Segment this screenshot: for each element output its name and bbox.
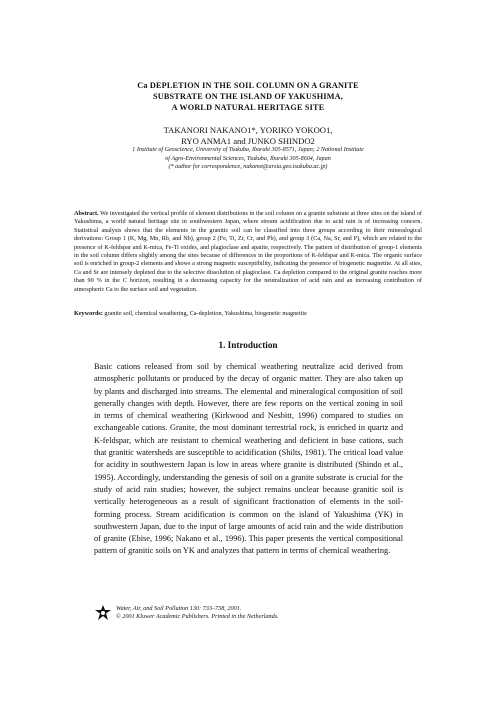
footer-text <box>116 605 279 622</box>
affiliation-line: of Agro-Environmental Sciences, Tsukuba, Ibaraki 305-8604, Japan <box>165 155 331 162</box>
copyright-notice: © 2001 Kluwer Academic Publishers. Printed in the Netherlands. <box>116 613 279 621</box>
section-heading: 1. Introduction <box>218 340 278 350</box>
introduction-text: Basic cations released from soil by chemical weathering neutralize acid derived from atmospheric pollutants or produced by the decay of organic matter. They are also taken up by plants and discharged into streams. The elemental and mineralogical composition of soil generally changes with depth. However, there are few reports on the vertical zoning in soil in terms of chemical weathering (Kirkwood and Nesbitt, 1996) compared to studies on exchangeable cations. Granite, the most dominant terrestrial rock, is enriched in quartz and K-feldspar, which are resistant to chemical weathering and deficient in base cations, such that granitic watersheds are susceptible to acidification (Shilts, 1981). The critical load value for acidity in southwestern Japan is low in areas where granite is distributed (Shindo et al., 1995). Accordingly, understanding the genesis of soil on a granite substrate is crucial for the study of acid rain studies; however, the subject remains unclear because granitic soil is vertically heterogeneous as a result of significant fractionation of elements in the soil-forming process. Stream acidification is common on the island of Yakushima (YK) in southwestern Japan, due to the input of large amounts of acid rain and the wide distribution of granite (Ebise, 1996; Nakano et al., 1996). This paper presents the vertical compositional pattern of granitic soils on YK and analyzes that pattern in terms of chemical weathering. <box>94 362 403 556</box>
keywords <box>74 310 422 318</box>
abstract <box>74 210 422 294</box>
title-line: Ca DEPLETION IN THE SOIL COLUMN ON A GRANITE <box>137 81 359 90</box>
title-line: SUBSTRATE ON THE ISLAND OF YAKUSHIMA, <box>153 92 343 101</box>
abstract-text: We investigated the vertical profile of element distributions in the soil column on a granite substrate at three sites on the island of Yakushima, a world natural heritage site in southwestern Japan, where stream acidification due to acid rain is of increasing concern. Statistical analysis shows that the elements in the granitic soil can be classified into three groups according to their mineralogical derivations: Group 1 (K, Mg, Mn, Rb, and Nb), group 2 (Fe, Ti, Zr, Cr, and Pb), and group 3 (Ca, Na, Sr, and P), which are related to the presence of K-feldspar and K-mica, Fe-Ti oxides, and plagioclase and apatite, respectively. The pattern of distribution of group-1 elements in the soil column differs slightly among the sites because of differences in the proportions of K-feldspar and K-mica. The organic surface soil is enriched in group-2 elements and shows a strong magnetic susceptibility, indicating the presence of biogenetic magnetite. At all sites, Ca and Sr are intensely depleted due to the selective dissolution of plagioclase. Ca depletion compared to the original granite reaches more than 90 % in the C horizon, resulting in a decreasing capacity for the neutralization of acid rain and an increasing contribution of atmospheric Ca to the surface soil and vegetation. <box>74 210 422 293</box>
title-line: A WORLD NATURAL HERITAGE SITE <box>171 103 325 112</box>
publication-footer <box>94 604 414 626</box>
affiliations <box>64 146 432 172</box>
keywords-text: granite soil, chemical weathering, Ca-depletion, Yakushima, biogenetic magnetite <box>104 310 307 317</box>
abstract-label: Abstract. <box>74 210 99 217</box>
journal-citation: Water, Air, and Soil Pollution 130: 733–738, 2001. <box>116 605 242 612</box>
author-list <box>60 125 436 146</box>
keywords-label: Keywords: <box>74 310 103 317</box>
publisher-logo-icon <box>94 604 112 622</box>
author-line: TAKANORI NAKANO1*, YORIKO YOKOO1, <box>163 125 333 135</box>
paper-title <box>60 80 436 113</box>
correspondence-line: (* author for correspondence, nakanot@arsia.geo.tsukuba.ac.jp) <box>168 164 328 171</box>
author-line: RYO ANMA1 and JUNKO SHINDO2 <box>181 135 315 146</box>
affiliation-line: 1 Institute of Geoscience, University of Tsukuba, Ibaraki 305-8571, Japan; 2 National Institute <box>132 147 364 153</box>
